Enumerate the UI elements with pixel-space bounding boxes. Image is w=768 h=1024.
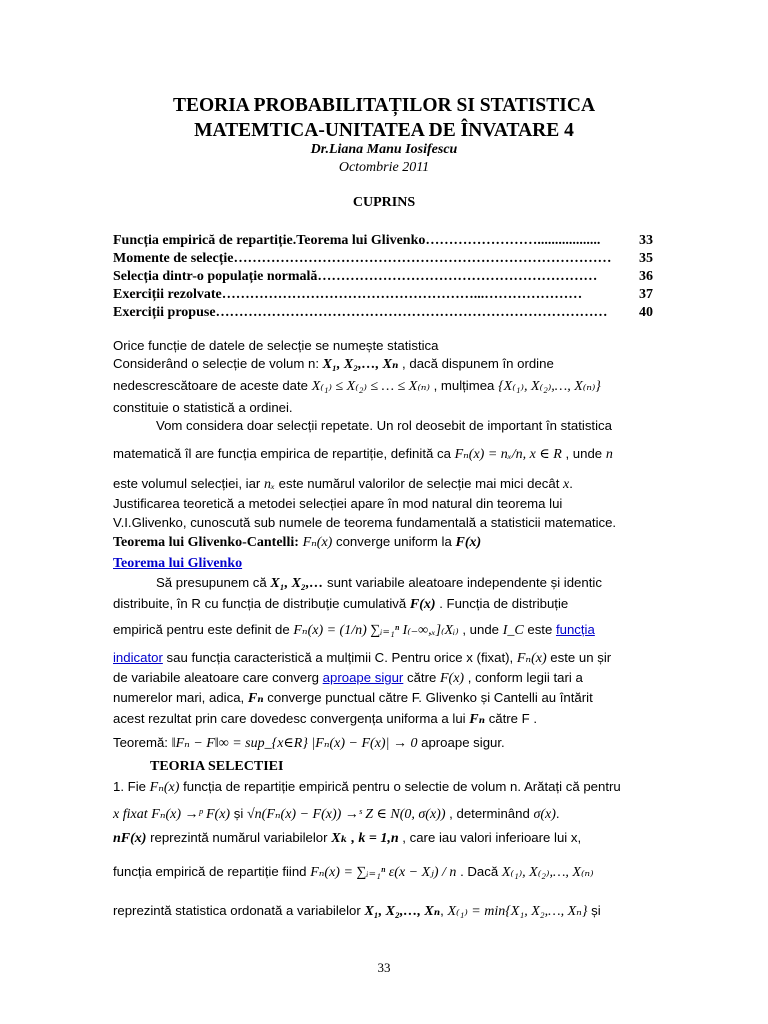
text: . Dacă: [460, 864, 499, 879]
text: , conform legii tari a: [467, 670, 583, 685]
toc-entry-title: Funcția empirică de repartiție.Teorema lui Glivenko: [113, 233, 426, 248]
indicator-link[interactable]: indicator: [113, 650, 163, 665]
theorem-label: Teorema lui Glivenko-Cantelli:: [113, 535, 299, 550]
paragraph-line: [156, 575, 602, 592]
paragraph-line: [113, 356, 554, 373]
formula: F(x): [455, 535, 482, 550]
toc-leader: …………………………………………………………………………: [215, 305, 608, 320]
formula: F(x): [440, 671, 465, 686]
toc-entry-page: 33: [639, 233, 653, 248]
toc-entry-page: 40: [639, 305, 653, 320]
text: , mulțimea: [433, 378, 495, 393]
text: Considerând o selecție de volum n:: [113, 356, 319, 371]
paragraph-line: [113, 596, 568, 613]
paragraph-line: [113, 446, 613, 463]
toc-entry-title: Exerciții rezolvate: [113, 287, 222, 302]
text: este: [527, 622, 553, 637]
formula: Fₙ(x): [302, 535, 333, 550]
text: 1. Fie: [113, 779, 146, 794]
formula: X₁, X₂,…, Xₙ: [322, 357, 399, 372]
formula: Fₙ(x): [149, 780, 180, 795]
paragraph-line: constituie o statistică a ordinei.: [113, 400, 293, 415]
text: este un șir: [550, 650, 612, 665]
document-title-line-1: TEORIA PROBABILITAȚILOR SI STATISTICA: [172, 95, 596, 116]
paragraph-line: Orice funcție de datele de selecție se numește statistica: [113, 338, 439, 353]
formula: F(x): [409, 597, 436, 612]
text: numerelor mari, adica,: [113, 690, 245, 705]
paragraph-line: Vom considera doar selecții repetate. Un rol deosebit de important în statistica: [156, 418, 612, 433]
formula: X₁, X₂,…, Xₙ: [364, 904, 441, 919]
paragraph-line: V.I.Glivenko, cunoscută sub numele de teorema fundamentală a statisticii matematice.: [113, 515, 617, 530]
text: nedescrescătoare de aceste date: [113, 378, 309, 393]
text: x fixat: [113, 807, 148, 822]
text: aproape sigur.: [421, 735, 505, 750]
text: către F .: [488, 711, 538, 726]
paragraph-line: [113, 864, 594, 881]
text: , dacă dispunem în ordine: [402, 356, 554, 371]
paragraph-line: [113, 690, 593, 707]
toc-entry-title: Exerciții propuse: [113, 305, 216, 320]
formula: Fₙ(x) = (1/n) ∑ᵢ₌₁ⁿ I₍₋∞,ₓ]₍Xᵢ₎: [293, 623, 459, 638]
text: acest rezultat prin care dovedesc convergența uniforma a lui: [113, 711, 466, 726]
paragraph-line: [113, 622, 595, 639]
text: este numărul valorilor de selecție mai mici decât: [278, 476, 560, 491]
text: reprezintă statistica ordonată a variabilelor: [113, 903, 361, 918]
text: de variabile aleatoare care converg: [113, 670, 319, 685]
formula: ‖Fₙ − F‖∞ = sup_{x∈R} |Fₙ(x) − F(x)| → 0: [171, 736, 418, 751]
text: converge uniform la: [336, 534, 452, 549]
text: matematică îl are funcția empirica de repartiție, definită ca: [113, 446, 451, 461]
formula: X₍₁₎, X₍₂₎,…, X₍ₙ₎: [501, 865, 594, 880]
formula: x: [563, 477, 570, 492]
toc-entry[interactable]: [113, 232, 653, 250]
toc-leader: ………………………………………………………………………: [233, 251, 612, 266]
formula: Fₙ(x) →ᵖ F(x): [151, 807, 231, 822]
text: , determinând: [449, 806, 530, 821]
toc-heading: CUPRINS: [352, 195, 416, 210]
section-heading: TEORIA SELECTIEI: [150, 759, 284, 774]
text: Să presupunem că: [156, 575, 267, 590]
indicator-function-link[interactable]: funcția: [555, 622, 595, 637]
paragraph-line: [113, 711, 537, 728]
toc-entry[interactable]: [113, 286, 653, 304]
formula: nF(x): [113, 831, 147, 846]
paragraph-line: [113, 534, 481, 551]
paragraph-line: [113, 806, 560, 823]
formula: Fₙ: [247, 691, 264, 706]
formula: {X₍₁₎, X₍₂₎,…, X₍ₙ₎}: [498, 379, 601, 394]
toc-entry[interactable]: [113, 268, 653, 286]
text: Teoremă:: [113, 735, 168, 750]
formula: X₍₁₎ = min{X₁, X₂,…, Xₙ}: [447, 904, 588, 919]
toc-entry[interactable]: [113, 250, 653, 268]
formula: Fₙ(x): [516, 651, 547, 666]
formula: n: [605, 447, 613, 462]
formula: X₍₁₎ ≤ X₍₂₎ ≤ … ≤ X₍ₙ₎: [311, 379, 430, 394]
formula: X₁, X₂,…: [270, 576, 324, 591]
toc-leader: ……………………..................: [425, 233, 601, 248]
formula: √n(Fₙ(x) − F(x)) →ˢ Z ∈ N(0, σ(x)): [246, 807, 446, 822]
formula: I_C: [502, 623, 524, 638]
text: funcția empirică de repartiție fiind: [113, 864, 307, 879]
text: .: [569, 476, 573, 491]
text: și: [591, 903, 601, 918]
formula: Fₙ(x) = nₓ/n, x ∈ R: [454, 447, 562, 462]
formula: nₓ: [264, 477, 275, 492]
text: .: [555, 806, 560, 821]
text: , unde: [462, 622, 500, 637]
paragraph-line: [113, 779, 621, 796]
text: către: [407, 670, 437, 685]
toc-entry-page: 36: [639, 269, 653, 284]
toc-leader: ………………………………………………...…………………: [221, 287, 583, 302]
text: și: [233, 806, 244, 821]
glivenko-theorem-link[interactable]: Teorema lui Glivenko: [113, 556, 243, 571]
formula: σ(x): [533, 807, 556, 822]
paragraph-line: [113, 903, 601, 920]
text: este volumul selecției, iar: [113, 476, 261, 491]
text: reprezintă numărul variabilelor: [150, 830, 328, 845]
paragraph-line: [113, 476, 573, 493]
almost-sure-link[interactable]: aproape sigur: [322, 670, 404, 685]
text: distribuite, în R cu funcția de distribuție cumulativă: [113, 596, 407, 611]
toc-entry-page: 37: [639, 287, 653, 302]
paragraph-line: Justificarea teoretică a metodei selecției apare în mod natural din teorema lui: [113, 496, 563, 511]
paragraph-line: [113, 378, 601, 395]
text: sunt variabile aleatoare independente și identic: [326, 575, 602, 590]
text: , care iau valori inferioare lui x,: [402, 830, 582, 845]
text: sau funcția caracteristică a mulțimii C. Pentru orice x (fixat),: [166, 650, 514, 665]
toc-entry[interactable]: [113, 304, 653, 322]
formula: Xₖ , k = 1,n: [331, 831, 399, 846]
paragraph-line: [113, 650, 611, 667]
paragraph-line: [113, 735, 505, 752]
author: Dr.Liana Manu Iosifescu: [310, 142, 458, 157]
formula: Fₙ(x) = ∑ᵢ₌₁ⁿ ε(x − Xⱼ) / n: [310, 865, 457, 880]
text: , unde: [565, 446, 603, 461]
toc-entry-title: Momente de selecție: [113, 251, 234, 266]
text: empirică pentru este definit de: [113, 622, 290, 637]
table-of-contents: [113, 232, 653, 322]
text: . Funcția de distribuție: [439, 596, 569, 611]
document-title-line-2: MATEMTICA-UNITATEA DE ÎNVATARE 4: [194, 120, 574, 141]
text: ,: [440, 903, 444, 918]
text: funcția de repartiție empirică pentru o selectie de volum n. Arătați că pentru: [183, 779, 621, 794]
paragraph-line: [113, 830, 581, 847]
paragraph-line: [113, 670, 583, 687]
toc-entry-page: 35: [639, 251, 653, 266]
text: converge punctual către F. Glivenko și Cantelli au întărit: [267, 690, 593, 705]
paragraph-line: [113, 555, 242, 572]
page-number: 33: [377, 960, 391, 975]
date: Octombrie 2011: [338, 160, 430, 175]
toc-leader: ……………………………………………………: [317, 269, 598, 284]
toc-entry-title: Selecția dintr-o populație normală: [113, 269, 318, 284]
formula: Fₙ: [469, 712, 486, 727]
